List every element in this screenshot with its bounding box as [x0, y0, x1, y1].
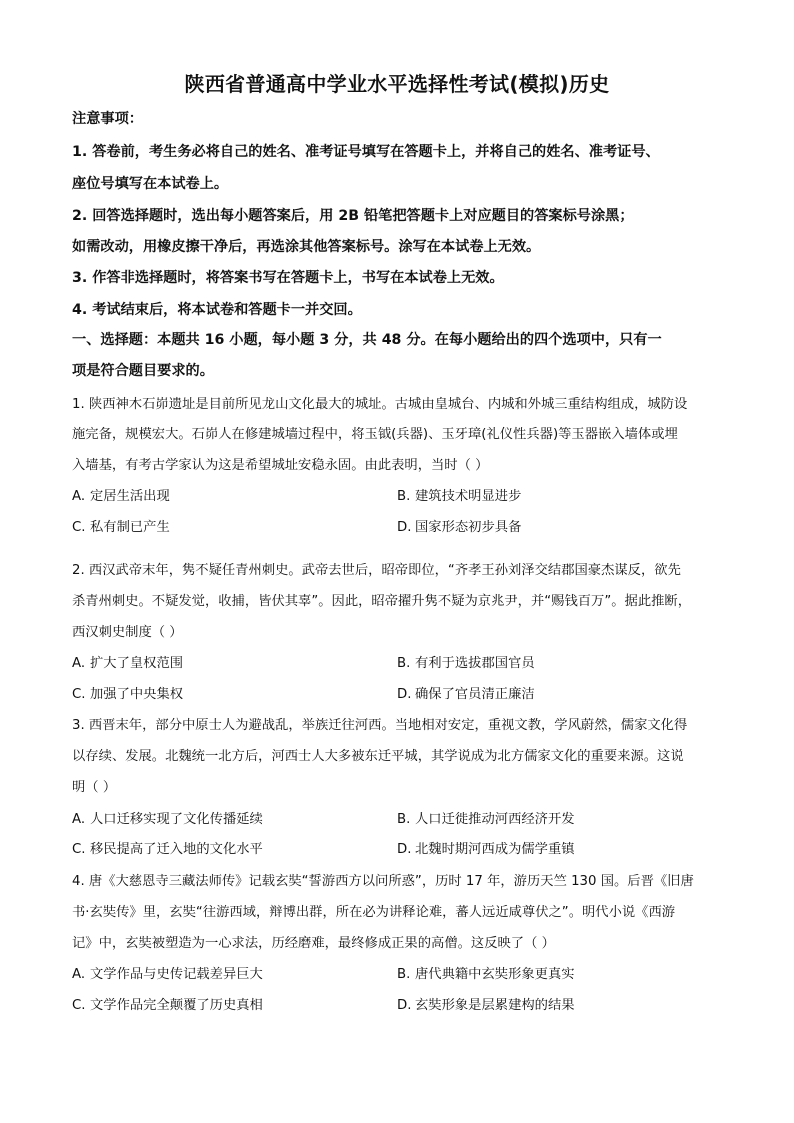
option-letter: A.	[72, 489, 86, 504]
option-text: 定居生活出现	[90, 489, 170, 504]
question-text: 1. 陕西神木石峁遗址是目前所见龙山文化最大的城址。古城由皇城台、内城和外城三重结构组成，城防设	[72, 397, 688, 412]
option-a	[72, 963, 263, 982]
option-letter: A.	[72, 812, 86, 827]
notice-line: 2. 回答选择题时，选出每小题答案后，用 2B 铅笔把答题卡上对应题目的答案标号涂黑；	[72, 208, 634, 224]
option-text: 人口迁徙推动河西经济开发	[415, 812, 575, 827]
question-text: 3. 西晋末年，部分中原士人为避战乱，举族迁往河西。当地相对安定，重视文教，学风蔚然，儒家文化得	[72, 718, 688, 733]
notice-line: 3. 作答非选择题时，将答案书写在答题卡上，书写在本试卷上无效。	[72, 270, 504, 286]
option-d	[397, 994, 575, 1013]
question-text: 入墙基，有考古学家认为这是希望城址安稳永固。由此表明，当时（ ）	[72, 458, 489, 473]
option-text: 文学作品与史传记载差异巨大	[90, 967, 263, 982]
question-text: 记》中，玄奘被塑造为一心求法，历经磨难，最终修成正果的高僧。这反映了（ ）	[72, 936, 555, 951]
option-b	[397, 808, 575, 827]
question-text: 2. 西汉武帝末年，隽不疑任青州刺史。武帝去世后，昭帝即位，“齐孝王孙刘泽交结郡国豪杰谋反，欲先	[72, 563, 681, 578]
option-letter: D.	[397, 520, 412, 535]
page-title: 陕西省普通高中学业水平选择性考试(模拟)历史	[184, 72, 610, 96]
notice-line: 座位号填写在本试卷上。	[72, 176, 229, 192]
question-text: 西汉刺史制度（ ）	[72, 625, 183, 640]
question-text: 书·玄奘传》里，玄奘“往游西域，辩博出群，所在必为讲释论难，蕃人远近咸尊伏之”。明代小说《西游	[72, 905, 676, 920]
notice-line: 4. 考试结束后，将本试卷和答题卡一并交回。	[72, 302, 362, 318]
option-text: 移民提高了迁入地的文化水平	[90, 842, 263, 857]
option-letter: B.	[397, 967, 411, 982]
option-a	[72, 652, 183, 671]
option-text: 确保了官员清正廉洁	[415, 687, 535, 702]
option-c	[72, 838, 263, 857]
option-a	[72, 485, 170, 504]
option-letter: D.	[397, 687, 412, 702]
option-letter: B.	[397, 489, 411, 504]
section-heading: 一、选择题：本题共 16 小题，每小题 3 分，共 48 分。在每小题给出的四个选项中，只有一	[72, 332, 662, 348]
question-text: 明（ ）	[72, 780, 117, 795]
option-d	[397, 516, 521, 535]
option-text: 国家形态初步具备	[415, 520, 522, 535]
option-text: 玄奘形象是层累建构的结果	[415, 998, 575, 1013]
option-letter: D.	[397, 842, 412, 857]
option-c	[72, 994, 263, 1013]
option-text: 人口迁移实现了文化传播延续	[90, 812, 263, 827]
option-text: 唐代典籍中玄奘形象更真实	[415, 967, 575, 982]
option-text: 文学作品完全颠覆了历史真相	[90, 998, 263, 1013]
question-text: 杀青州刺史。不疑发觉，收捕，皆伏其辜”。因此，昭帝擢升隽不疑为京兆尹，并“赐钱百万”。据此推断，	[72, 594, 692, 609]
option-b	[397, 485, 521, 504]
notice-heading: 注意事项：	[72, 111, 143, 127]
question-text: 施完备，规模宏大。石峁人在修建城墙过程中，将玉钺(兵器)、玉牙璋(礼仪性兵器)等玉器嵌入墙体或埋	[72, 427, 678, 442]
notice-line: 如需改动，用橡皮擦干净后，再选涂其他答案标号。涂写在本试卷上无效。	[72, 239, 541, 255]
option-text: 加强了中央集权	[90, 687, 184, 702]
option-d	[397, 683, 535, 702]
option-letter: B.	[397, 656, 411, 671]
option-letter: B.	[397, 812, 411, 827]
option-d	[397, 838, 575, 857]
section-heading: 项是符合题目要求的。	[72, 363, 214, 379]
option-letter: C.	[72, 687, 86, 702]
option-letter: A.	[72, 656, 86, 671]
option-text: 建筑技术明显进步	[415, 489, 522, 504]
option-c	[72, 683, 183, 702]
option-letter: C.	[72, 998, 86, 1013]
option-letter: D.	[397, 998, 412, 1013]
option-b	[397, 963, 575, 982]
option-text: 北魏时期河西成为儒学重镇	[415, 842, 575, 857]
option-letter: A.	[72, 967, 86, 982]
question-text: 以存续、发展。北魏统一北方后，河西士人大多被东迁平城，其学说成为北方儒家文化的重要来源。这说	[72, 749, 684, 764]
option-text: 有利于选拔郡国官员	[415, 656, 535, 671]
option-a	[72, 808, 263, 827]
option-letter: C.	[72, 520, 86, 535]
option-letter: C.	[72, 842, 86, 857]
question-text: 4. 唐《大慈恩寺三藏法师传》记载玄奘“誓游西方以问所惑”，历时 17 年，游历天竺 130 国。后晋《旧唐	[72, 874, 694, 889]
notice-line: 1. 答卷前，考生务必将自己的姓名、准考证号填写在答题卡上，并将自己的姓名、准考证号、	[72, 144, 660, 160]
option-c	[72, 516, 170, 535]
option-text: 私有制已产生	[90, 520, 170, 535]
option-b	[397, 652, 535, 671]
option-text: 扩大了皇权范围	[90, 656, 184, 671]
